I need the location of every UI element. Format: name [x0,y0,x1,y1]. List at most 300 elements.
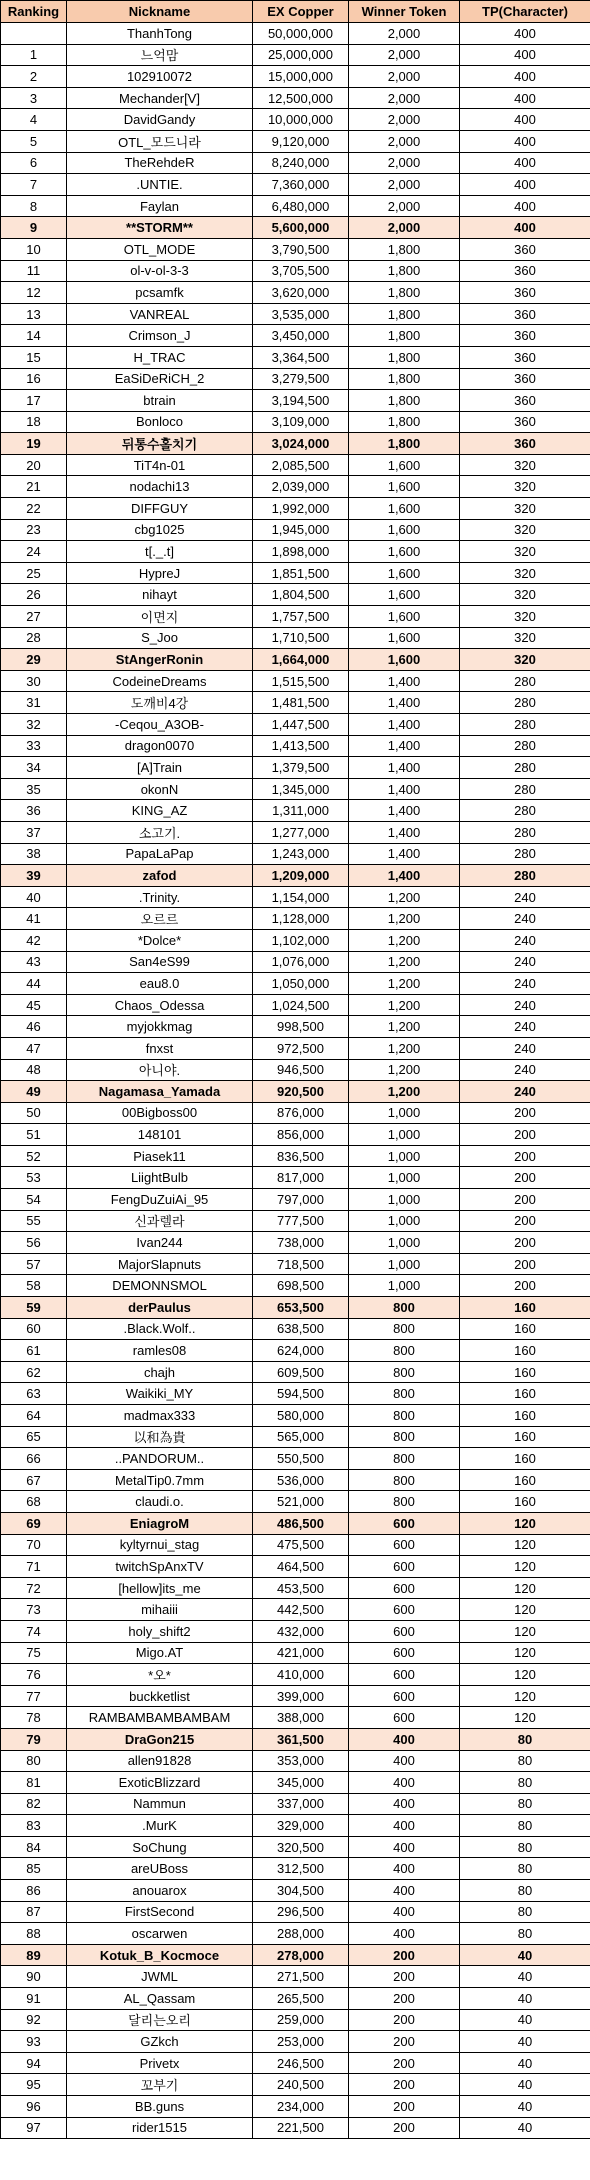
cell-tp-character: 280 [460,670,590,692]
cell-ranking: 37 [1,821,67,843]
table-row [1,1534,590,1556]
cell-tp-character: 320 [460,476,590,498]
cell-nickname: GZkch [67,2031,253,2053]
table-row [1,217,590,239]
table-row [1,627,590,649]
cell-ex-copper: 594,500 [253,1383,349,1405]
cell-ranking: 23 [1,519,67,541]
cell-nickname: Faylan [67,195,253,217]
cell-tp-character: 160 [460,1318,590,1340]
cell-winner-token: 400 [349,1880,460,1902]
cell-ex-copper: 836,500 [253,1145,349,1167]
cell-winner-token: 1,200 [349,1059,460,1081]
cell-nickname: chajh [67,1361,253,1383]
table-row [1,1966,590,1988]
table-row [1,498,590,520]
cell-ex-copper: 718,500 [253,1253,349,1275]
table-row [1,346,590,368]
cell-nickname: 신과렐라 [67,1210,253,1232]
cell-ranking: 32 [1,714,67,736]
table-row [1,1124,590,1146]
cell-ex-copper: 421,000 [253,1642,349,1664]
cell-ex-copper: 777,500 [253,1210,349,1232]
cell-ranking: 2 [1,66,67,88]
cell-winner-token: 600 [349,1620,460,1642]
table-row [1,303,590,325]
cell-tp-character: 160 [460,1340,590,1362]
cell-nickname: DIFFGUY [67,498,253,520]
cell-nickname: [hellow]its_me [67,1577,253,1599]
cell-ex-copper: 1,345,000 [253,778,349,800]
cell-ex-copper: 3,620,000 [253,282,349,304]
cell-ranking: 43 [1,951,67,973]
cell-tp-character: 80 [460,1923,590,1945]
cell-winner-token: 1,600 [349,498,460,520]
table-row [1,2031,590,2053]
table-row [1,1858,590,1880]
cell-winner-token: 600 [349,1707,460,1729]
cell-tp-character: 400 [460,152,590,174]
cell-winner-token: 1,200 [349,929,460,951]
cell-tp-character: 200 [460,1232,590,1254]
cell-tp-character: 240 [460,1016,590,1038]
cell-nickname: pcsamfk [67,282,253,304]
cell-winner-token: 1,000 [349,1102,460,1124]
cell-nickname: JWML [67,1966,253,1988]
cell-ranking: 58 [1,1275,67,1297]
cell-ranking: 74 [1,1620,67,1642]
cell-tp-character: 400 [460,109,590,131]
cell-nickname: fnxst [67,1037,253,1059]
table-row [1,1836,590,1858]
cell-nickname: claudi.o. [67,1491,253,1513]
cell-winner-token: 1,200 [349,886,460,908]
cell-nickname: mihaiii [67,1599,253,1621]
table-row [1,1577,590,1599]
cell-nickname: .Black.Wolf.. [67,1318,253,1340]
cell-winner-token: 600 [349,1556,460,1578]
cell-tp-character: 360 [460,260,590,282]
cell-ranking: 15 [1,346,67,368]
table-row [1,1210,590,1232]
cell-winner-token: 400 [349,1772,460,1794]
table-row [1,1512,590,1534]
cell-tp-character: 120 [460,1512,590,1534]
cell-nickname: *오* [67,1664,253,1686]
cell-winner-token: 200 [349,2052,460,2074]
table-row [1,368,590,390]
cell-ranking: 52 [1,1145,67,1167]
cell-ex-copper: 1,851,500 [253,562,349,584]
header-nickname: Nickname [67,1,253,23]
cell-ex-copper: 25,000,000 [253,44,349,66]
cell-nickname: allen91828 [67,1750,253,1772]
cell-winner-token: 800 [349,1491,460,1513]
cell-ranking: 63 [1,1383,67,1405]
cell-winner-token: 1,200 [349,1037,460,1059]
cell-ranking: 46 [1,1016,67,1038]
table-row [1,1620,590,1642]
table-row [1,325,590,347]
cell-ex-copper: 361,500 [253,1728,349,1750]
cell-nickname: Piasek11 [67,1145,253,1167]
cell-tp-character: 240 [460,908,590,930]
cell-ranking: 62 [1,1361,67,1383]
table-row [1,1318,590,1340]
cell-tp-character: 200 [460,1145,590,1167]
cell-tp-character: 120 [460,1707,590,1729]
table-row [1,260,590,282]
cell-nickname: twitchSpAnxTV [67,1556,253,1578]
table-row [1,1102,590,1124]
table-row [1,1189,590,1211]
table-row [1,174,590,196]
cell-tp-character: 240 [460,1081,590,1103]
cell-ex-copper: 1,413,500 [253,735,349,757]
table-row [1,886,590,908]
cell-winner-token: 400 [349,1793,460,1815]
cell-ranking: 13 [1,303,67,325]
table-row [1,929,590,951]
cell-ranking: 47 [1,1037,67,1059]
cell-tp-character: 400 [460,44,590,66]
cell-tp-character: 320 [460,584,590,606]
cell-ex-copper: 1,102,000 [253,929,349,951]
cell-nickname: FirstSecond [67,1901,253,1923]
cell-tp-character: 40 [460,1988,590,2010]
table-row [1,1707,590,1729]
cell-nickname: t[._.t] [67,541,253,563]
cell-ex-copper: 399,000 [253,1685,349,1707]
cell-tp-character: 80 [460,1815,590,1837]
cell-winner-token: 800 [349,1469,460,1491]
cell-ex-copper: 817,000 [253,1167,349,1189]
cell-winner-token: 1,400 [349,821,460,843]
cell-ex-copper: 3,024,000 [253,433,349,455]
cell-ranking: 60 [1,1318,67,1340]
cell-ranking: 90 [1,1966,67,1988]
table-row [1,843,590,865]
table-row [1,1297,590,1319]
cell-ranking: 3 [1,87,67,109]
cell-tp-character: 160 [460,1491,590,1513]
table-row [1,1383,590,1405]
cell-ex-copper: 946,500 [253,1059,349,1081]
cell-winner-token: 1,000 [349,1189,460,1211]
cell-winner-token: 2,000 [349,87,460,109]
table-row [1,1923,590,1945]
cell-ex-copper: 296,500 [253,1901,349,1923]
cell-ranking: 11 [1,260,67,282]
cell-winner-token: 2,000 [349,174,460,196]
cell-nickname: MajorSlapnuts [67,1253,253,1275]
cell-ex-copper: 475,500 [253,1534,349,1556]
cell-ranking: 53 [1,1167,67,1189]
table-row [1,584,590,606]
cell-nickname: HypreJ [67,562,253,584]
cell-nickname: buckketlist [67,1685,253,1707]
cell-ex-copper: 10,000,000 [253,109,349,131]
cell-nickname: BB.guns [67,2096,253,2118]
table-row [1,670,590,692]
cell-nickname: SoChung [67,1836,253,1858]
cell-tp-character: 400 [460,87,590,109]
cell-tp-character: 360 [460,433,590,455]
cell-ex-copper: 1,945,000 [253,519,349,541]
cell-winner-token: 1,000 [349,1210,460,1232]
cell-nickname: Kotuk_B_Kocmoce [67,1944,253,1966]
cell-winner-token: 600 [349,1512,460,1534]
cell-winner-token: 1,200 [349,1081,460,1103]
cell-tp-character: 200 [460,1124,590,1146]
cell-ranking: 48 [1,1059,67,1081]
table-row [1,390,590,412]
cell-ex-copper: 304,500 [253,1880,349,1902]
cell-nickname: Migo.AT [67,1642,253,1664]
cell-ex-copper: 1,311,000 [253,800,349,822]
cell-nickname: Bonloco [67,411,253,433]
cell-ranking: 39 [1,865,67,887]
cell-ex-copper: 876,000 [253,1102,349,1124]
cell-nickname: PapaLaPap [67,843,253,865]
cell-ex-copper: 536,000 [253,1469,349,1491]
cell-nickname: MetalTip0.7mm [67,1469,253,1491]
table-row [1,411,590,433]
table-row [1,2117,590,2139]
cell-tp-character: 240 [460,886,590,908]
cell-nickname: .Trinity. [67,886,253,908]
cell-ranking: 8 [1,195,67,217]
cell-tp-character: 240 [460,951,590,973]
cell-winner-token: 1,600 [349,454,460,476]
cell-ranking: 30 [1,670,67,692]
table-row [1,1491,590,1513]
table-row [1,1232,590,1254]
cell-tp-character: 80 [460,1858,590,1880]
cell-winner-token: 1,600 [349,649,460,671]
cell-ex-copper: 738,000 [253,1232,349,1254]
cell-winner-token: 1,800 [349,303,460,325]
cell-tp-character: 120 [460,1534,590,1556]
table-row [1,1469,590,1491]
cell-tp-character: 320 [460,519,590,541]
cell-nickname: Privetx [67,2052,253,2074]
cell-ex-copper: 2,039,000 [253,476,349,498]
cell-ex-copper: 410,000 [253,1664,349,1686]
cell-ranking: 69 [1,1512,67,1534]
cell-ex-copper: 1,898,000 [253,541,349,563]
cell-ranking: 72 [1,1577,67,1599]
cell-ranking: 19 [1,433,67,455]
cell-ranking: 7 [1,174,67,196]
cell-ranking: 75 [1,1642,67,1664]
table-row [1,1728,590,1750]
cell-tp-character: 160 [460,1297,590,1319]
cell-ranking: 22 [1,498,67,520]
cell-ranking: 31 [1,692,67,714]
cell-nickname: OTL_MODE [67,238,253,260]
table-row [1,1664,590,1686]
cell-ranking: 25 [1,562,67,584]
cell-winner-token: 400 [349,1858,460,1880]
cell-nickname: 도깨비4강 [67,692,253,714]
table-row [1,476,590,498]
cell-winner-token: 600 [349,1534,460,1556]
cell-ex-copper: 1,757,500 [253,606,349,628]
cell-nickname: FengDuZuiAi_95 [67,1189,253,1211]
cell-ex-copper: 653,500 [253,1297,349,1319]
cell-winner-token: 600 [349,1577,460,1599]
cell-nickname: Chaos_Odessa [67,994,253,1016]
cell-tp-character: 240 [460,973,590,995]
cell-winner-token: 1,000 [349,1275,460,1297]
cell-ranking: 36 [1,800,67,822]
cell-ex-copper: 1,209,000 [253,865,349,887]
cell-ex-copper: 1,243,000 [253,843,349,865]
table-row [1,1037,590,1059]
table-row [1,649,590,671]
cell-tp-character: 80 [460,1901,590,1923]
cell-ranking: 82 [1,1793,67,1815]
table-row [1,692,590,714]
cell-tp-character: 40 [460,2009,590,2031]
cell-ex-copper: 453,500 [253,1577,349,1599]
cell-ex-copper: 3,194,500 [253,390,349,412]
cell-winner-token: 800 [349,1318,460,1340]
cell-nickname: *Dolce* [67,929,253,951]
cell-winner-token: 1,400 [349,757,460,779]
cell-ex-copper: 3,535,000 [253,303,349,325]
cell-tp-character: 80 [460,1772,590,1794]
cell-ranking: 51 [1,1124,67,1146]
cell-ranking: 38 [1,843,67,865]
cell-tp-character: 360 [460,390,590,412]
cell-ranking: 9 [1,217,67,239]
cell-nickname: anouarox [67,1880,253,1902]
table-row [1,1793,590,1815]
cell-tp-character: 360 [460,346,590,368]
cell-ex-copper: 1,379,500 [253,757,349,779]
cell-nickname: ExoticBlizzard [67,1772,253,1794]
cell-tp-character: 280 [460,843,590,865]
table-row [1,1426,590,1448]
cell-ranking: 17 [1,390,67,412]
cell-tp-character: 120 [460,1685,590,1707]
cell-nickname: San4eS99 [67,951,253,973]
cell-winner-token: 1,200 [349,1016,460,1038]
cell-ranking: 66 [1,1448,67,1470]
table-row [1,865,590,887]
table-row [1,1059,590,1081]
cell-tp-character: 40 [460,1966,590,1988]
cell-winner-token: 1,800 [349,411,460,433]
cell-ex-copper: 312,500 [253,1858,349,1880]
cell-winner-token: 800 [349,1448,460,1470]
cell-winner-token: 2,000 [349,109,460,131]
cell-winner-token: 1,600 [349,519,460,541]
cell-ex-copper: 442,500 [253,1599,349,1621]
cell-nickname: AL_Qassam [67,1988,253,2010]
cell-nickname: .UNTIE. [67,174,253,196]
cell-ex-copper: 353,000 [253,1750,349,1772]
cell-tp-character: 400 [460,174,590,196]
cell-ranking: 76 [1,1664,67,1686]
cell-winner-token: 1,200 [349,908,460,930]
cell-ex-copper: 3,450,000 [253,325,349,347]
cell-ranking: 71 [1,1556,67,1578]
cell-ranking: 67 [1,1469,67,1491]
table-body [1,23,590,2139]
cell-nickname: nodachi13 [67,476,253,498]
cell-ex-copper: 8,240,000 [253,152,349,174]
table-row [1,951,590,973]
cell-nickname: btrain [67,390,253,412]
cell-tp-character: 160 [460,1448,590,1470]
cell-ex-copper: 1,447,500 [253,714,349,736]
cell-tp-character: 200 [460,1167,590,1189]
cell-nickname: rider1515 [67,2117,253,2139]
cell-ex-copper: 550,500 [253,1448,349,1470]
cell-tp-character: 320 [460,498,590,520]
cell-ranking: 10 [1,238,67,260]
cell-ex-copper: 797,000 [253,1189,349,1211]
cell-winner-token: 200 [349,2117,460,2139]
cell-ex-copper: 1,050,000 [253,973,349,995]
cell-ex-copper: 521,000 [253,1491,349,1513]
table-row [1,908,590,930]
cell-ex-copper: 3,279,500 [253,368,349,390]
table-row [1,606,590,628]
cell-ranking: 33 [1,735,67,757]
cell-winner-token: 2,000 [349,217,460,239]
cell-winner-token: 800 [349,1426,460,1448]
cell-ranking: 50 [1,1102,67,1124]
cell-ranking: 77 [1,1685,67,1707]
cell-nickname: ramles08 [67,1340,253,1362]
cell-tp-character: 160 [460,1405,590,1427]
cell-winner-token: 1,000 [349,1167,460,1189]
cell-winner-token: 1,000 [349,1124,460,1146]
table-row [1,714,590,736]
cell-nickname: TiT4n-01 [67,454,253,476]
table-row [1,1361,590,1383]
cell-nickname: Ivan244 [67,1232,253,1254]
cell-winner-token: 1,800 [349,238,460,260]
cell-ex-copper: 288,000 [253,1923,349,1945]
cell-winner-token: 1,800 [349,282,460,304]
cell-nickname: myjokkmag [67,1016,253,1038]
cell-tp-character: 40 [460,2031,590,2053]
cell-ranking: 49 [1,1081,67,1103]
cell-ranking: 79 [1,1728,67,1750]
cell-nickname: cbg1025 [67,519,253,541]
cell-ranking: 45 [1,994,67,1016]
cell-nickname: RAMBAMBAMBAMBAM [67,1707,253,1729]
cell-winner-token: 600 [349,1685,460,1707]
cell-nickname: ThanhTong [67,23,253,45]
cell-tp-character: 360 [460,238,590,260]
cell-winner-token: 800 [349,1383,460,1405]
table-row [1,973,590,995]
cell-ex-copper: 1,992,000 [253,498,349,520]
cell-tp-character: 120 [460,1556,590,1578]
table-row [1,519,590,541]
cell-tp-character: 360 [460,368,590,390]
cell-tp-character: 320 [460,627,590,649]
cell-winner-token: 400 [349,1750,460,1772]
cell-nickname: CodeineDreams [67,670,253,692]
cell-winner-token: 2,000 [349,66,460,88]
